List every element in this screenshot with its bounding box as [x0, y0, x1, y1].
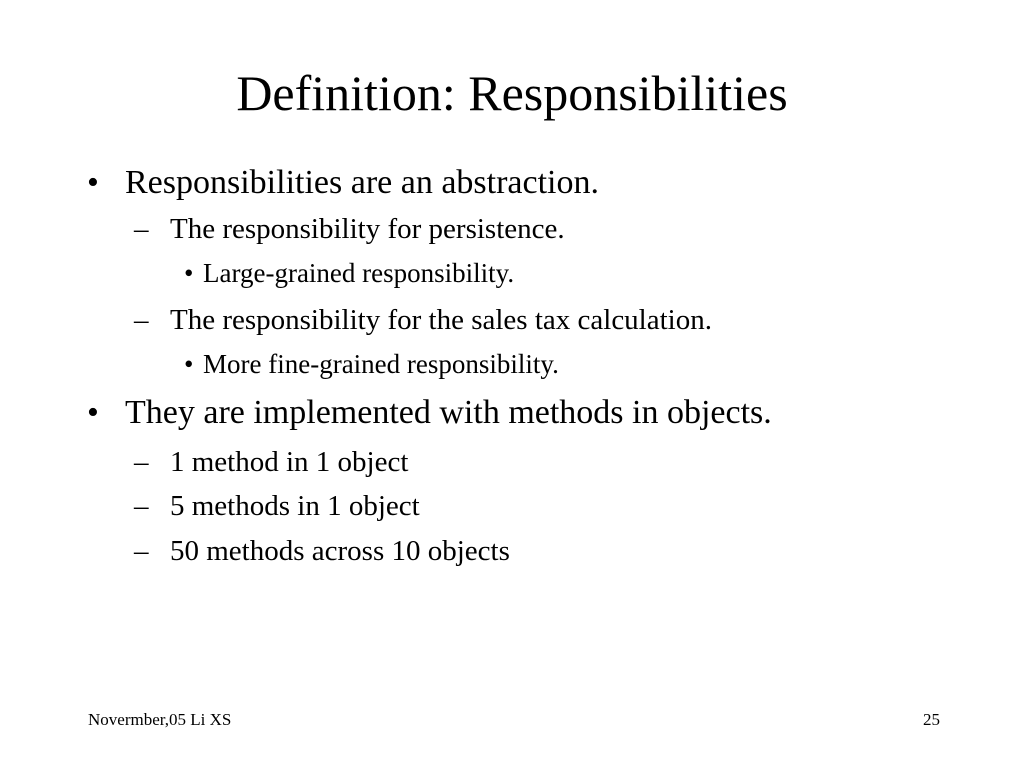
page-number: 25	[923, 710, 940, 729]
bullet-item	[87, 393, 772, 433]
dash-marker: –	[134, 535, 149, 567]
sub-bullet-text: The responsibility for persistence.	[170, 213, 565, 245]
sub-sub-bullet-text: More fine-grained responsibility.	[203, 349, 559, 379]
bullet-text: Responsibilities are an abstraction.	[125, 164, 599, 201]
sub-bullet-text: 5 methods in 1 object	[170, 490, 420, 522]
dash-marker: –	[134, 490, 149, 522]
bullet-item	[87, 163, 599, 203]
sub-sub-bullet-text: Large-grained responsibility.	[203, 258, 515, 288]
sub-bullet-text: 50 methods across 10 objects	[170, 535, 510, 567]
sub-bullet-text: 1 method in 1 object	[170, 446, 409, 478]
dash-marker: –	[134, 213, 149, 245]
dash-marker: –	[134, 304, 149, 336]
bullet-marker: •	[87, 164, 99, 201]
footer-left-text: Novermber,05 Li XS	[88, 710, 232, 729]
sub-bullet-item	[134, 444, 409, 480]
bullet-marker: •	[87, 394, 99, 431]
bullet-marker: •	[184, 349, 194, 379]
sub-bullet-text: The responsibility for the sales tax calculation.	[170, 304, 712, 336]
slide-title: Definition: Responsibilities	[236, 65, 788, 121]
sub-sub-bullet-item	[184, 256, 515, 290]
bullet-text: They are implemented with methods in objects.	[125, 394, 772, 431]
sub-sub-bullet-item	[184, 347, 559, 381]
sub-bullet-item	[134, 488, 420, 524]
bullet-marker: •	[184, 258, 194, 288]
sub-bullet-item	[134, 211, 565, 247]
sub-bullet-item	[134, 533, 510, 569]
dash-marker: –	[134, 446, 149, 478]
sub-bullet-item	[134, 302, 712, 338]
